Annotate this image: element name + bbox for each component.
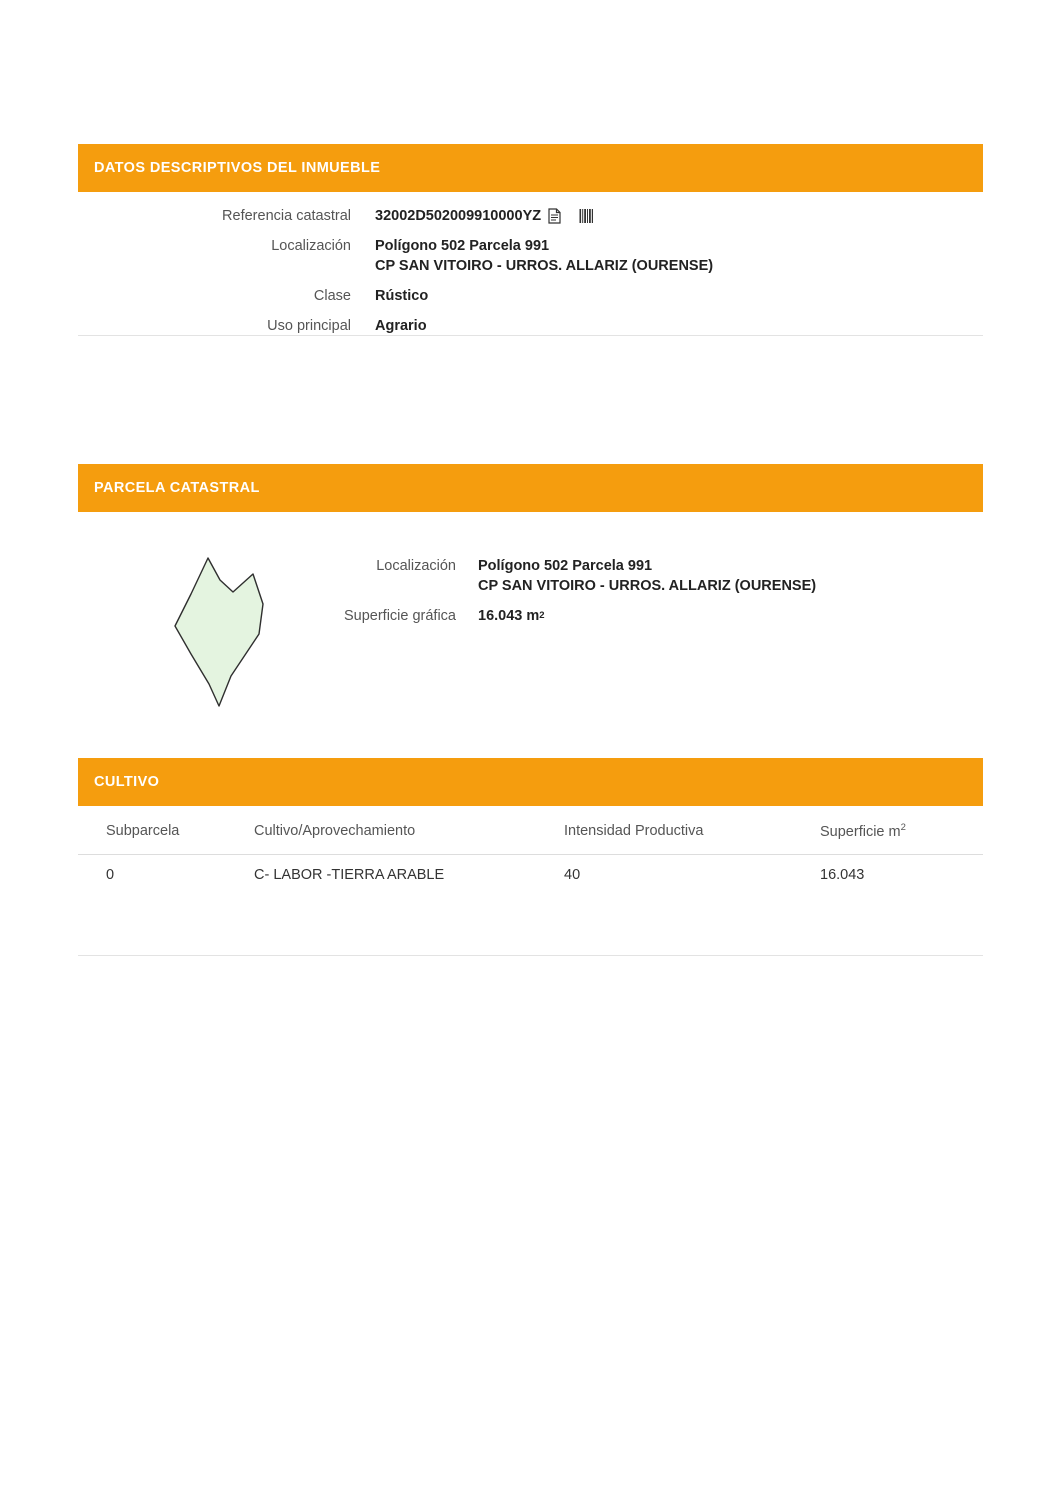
section-datos-body bbox=[78, 192, 983, 336]
field-label: Localización bbox=[271, 238, 351, 254]
column-header-superficie-exponent: 2 bbox=[900, 822, 906, 833]
uso-principal-value: Agrario bbox=[375, 318, 427, 334]
superficie-grafica-value: 16.043 m bbox=[478, 608, 540, 624]
section-datos-title: DATOS DESCRIPTIVOS DEL INMUEBLE bbox=[78, 144, 983, 192]
field-referencia-catastral bbox=[78, 206, 983, 226]
cell-superficie: 16.043 bbox=[820, 866, 865, 883]
localizacion-line-2: CP SAN VITOIRO - URROS. ALLARIZ (OURENSE) bbox=[375, 258, 714, 274]
superficie-grafica-exponent: 2 bbox=[539, 610, 545, 621]
table-header-row bbox=[78, 806, 983, 854]
field-localizacion bbox=[78, 236, 983, 276]
column-header-cultivo: Cultivo/Aprovechamiento bbox=[254, 806, 564, 854]
field-value-wrapper bbox=[478, 556, 816, 596]
cell-intensidad: 40 bbox=[564, 866, 581, 883]
cultivo-table bbox=[78, 806, 983, 895]
parcel-info-rows bbox=[298, 556, 816, 636]
field-value-wrapper bbox=[375, 206, 595, 226]
field-label: Clase bbox=[313, 288, 351, 304]
field-value-wrapper bbox=[375, 236, 713, 276]
field-parcela-localizacion bbox=[298, 556, 816, 596]
field-label: Localización bbox=[376, 558, 456, 574]
document-icon[interactable] bbox=[548, 208, 561, 224]
cell-subparcela: 0 bbox=[106, 866, 115, 883]
section-parcela-catastral bbox=[78, 464, 983, 762]
field-label: Uso principal bbox=[267, 318, 351, 334]
table-row bbox=[78, 854, 983, 895]
field-label: Referencia catastral bbox=[222, 208, 351, 224]
referencia-catastral-value: 32002D502009910000YZ bbox=[375, 208, 542, 224]
parcela-localizacion-line-2: CP SAN VITOIRO - URROS. ALLARIZ (OURENSE) bbox=[478, 578, 817, 594]
field-clase bbox=[78, 286, 983, 306]
section-cultivo-body bbox=[78, 806, 983, 956]
field-uso-principal bbox=[78, 316, 983, 336]
section-parcela-body bbox=[78, 512, 983, 762]
field-label: Superficie gráfica bbox=[343, 608, 456, 624]
clase-value: Rústico bbox=[375, 288, 429, 304]
column-header-subparcela: Subparcela bbox=[78, 806, 254, 854]
parcela-localizacion-line-1: Polígono 502 Parcela 991 bbox=[478, 558, 653, 574]
field-value-wrapper bbox=[478, 606, 545, 626]
column-header-intensidad: Intensidad Productiva bbox=[564, 806, 820, 854]
section-cultivo-title: CULTIVO bbox=[78, 758, 983, 806]
section-cultivo bbox=[78, 758, 983, 956]
section-datos-descriptivos bbox=[78, 144, 983, 336]
column-header-superficie bbox=[820, 806, 983, 854]
localizacion-line-1: Polígono 502 Parcela 991 bbox=[375, 238, 550, 254]
column-header-superficie-text: Superficie m bbox=[820, 823, 901, 840]
section-parcela-title: PARCELA CATASTRAL bbox=[78, 464, 983, 512]
cell-cultivo: C- LABOR -TIERRA ARABLE bbox=[254, 866, 445, 883]
field-superficie-grafica bbox=[298, 606, 816, 626]
barcode-icon[interactable] bbox=[579, 208, 595, 224]
